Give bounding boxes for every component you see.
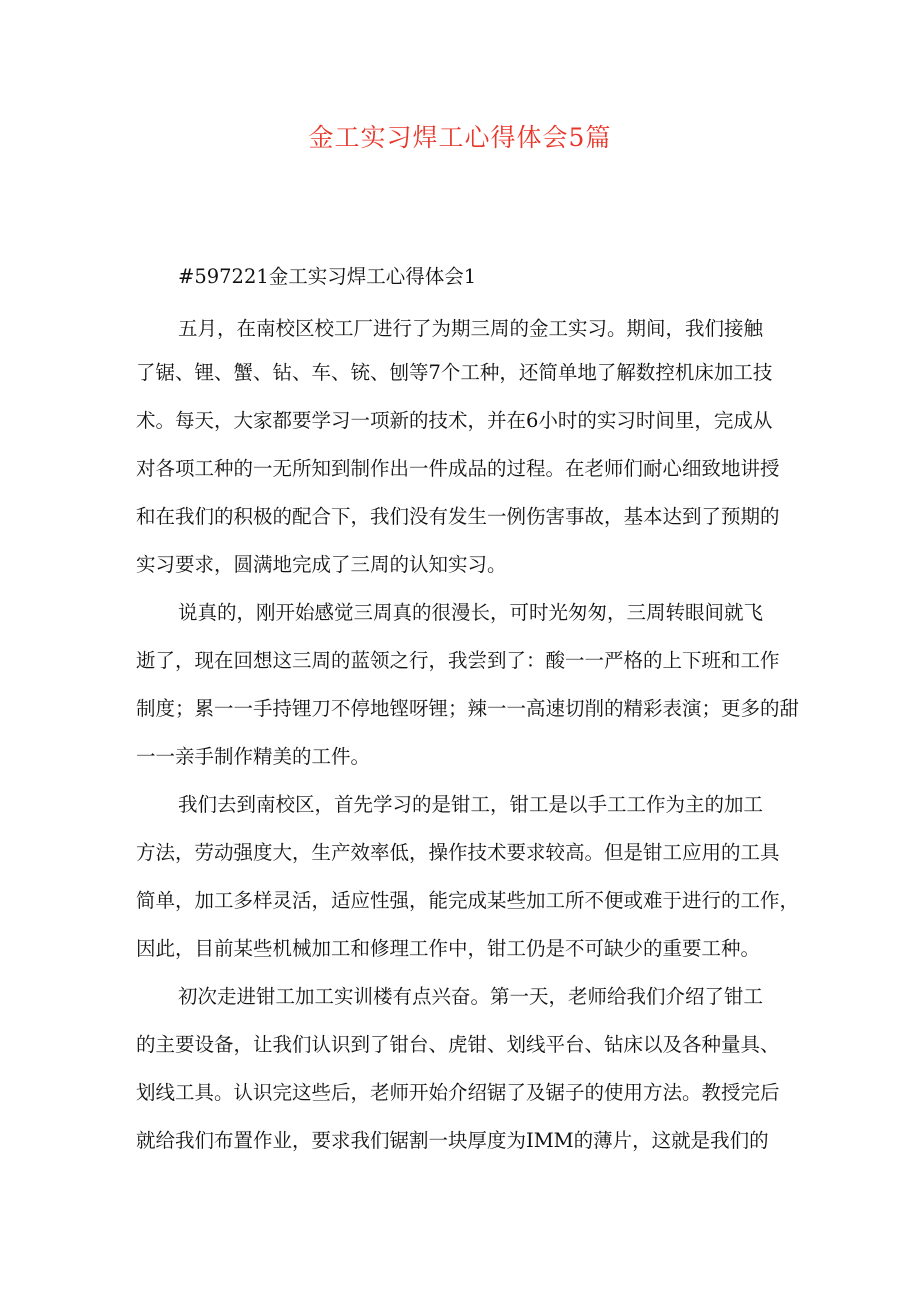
text-line: 对各项工种的一无所知到制作出一件成品的过程。在老师们耐心细致地讲授 bbox=[136, 457, 780, 480]
text-line: 因此，目前某些机械加工和修理工作中，钳工仍是不可缺少的重要工种。 bbox=[136, 937, 761, 960]
text-line: 一一亲手制作精美的工件。 bbox=[136, 745, 371, 768]
text-line: 说真的，刚开始感觉三周真的很漫长，可时光匆匆，三周转眼间就飞 bbox=[178, 601, 764, 624]
text-line: 五月，在南校区校工厂进行了为期三周的金工实习。期间，我们接触 bbox=[178, 317, 764, 340]
text-line: 方法，劳动强度大，生产效率低，操作技术要求较高。但是钳工应用的工具 bbox=[136, 841, 780, 864]
text-line: 逝了，现在回想这三周的蓝领之行，我尝到了：酸一一严格的上下班和工作 bbox=[136, 649, 780, 672]
text-line: 初次走进钳工加工实训楼有点兴奋。第一天，老师给我们介绍了钳工 bbox=[178, 985, 764, 1008]
text-line: 和在我们的积极的配合下，我们没有发生一例伤害事故，基本达到了预期的 bbox=[136, 505, 780, 528]
text-line: 了锯、锂、蟹、钻、车、铳、刨等7个工种，还简单地了解数控机床加工技 bbox=[136, 361, 773, 384]
text-line: 划线工具。认识完这些后，老师开始介绍锯了及锯子的使用方法。教授完后 bbox=[136, 1081, 780, 1104]
text-line: 简单，加工多样灵活，适应性强，能完成某些加工所不便或难于进行的工作， bbox=[136, 889, 800, 912]
text-line: 的主要设备，让我们认识到了钳台、虎钳、划线平台、钻床以及各种量具、 bbox=[136, 1033, 780, 1056]
text-line: 实习要求，圆满地完成了三周的认知实习。 bbox=[136, 553, 507, 576]
text-line: 制度；累一一手持锂刀不停地铿呀锂；辣一一高速切削的精彩表演；更多的甜 bbox=[136, 697, 800, 720]
document-title: 金工实习焊工心得体会5篇 bbox=[308, 123, 612, 152]
text-line: 术。每天，大家都要学习一项新的技术，并在6小时的实习时间里，完成从 bbox=[136, 409, 773, 432]
text-line: 我们去到南校区，首先学习的是钳工，钳工是以手工工作为主的加工 bbox=[178, 793, 764, 816]
text-line: 就给我们布置作业，要求我们锯割一块厚度为IMM的薄片，这就是我们的 bbox=[136, 1129, 769, 1152]
section-heading: #597221金工实习焊工心得体会1 bbox=[178, 265, 477, 288]
